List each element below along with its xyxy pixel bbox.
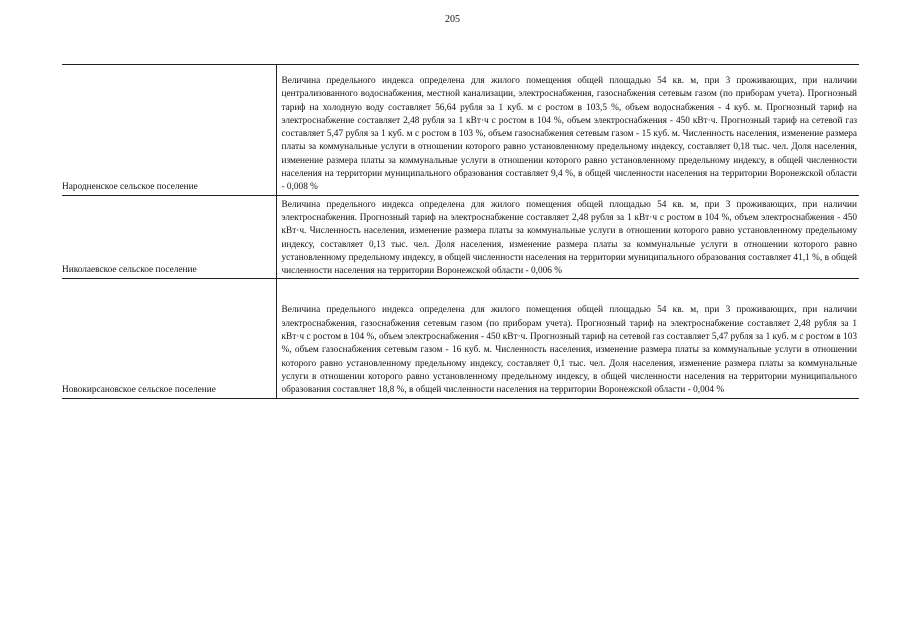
settlement-name: Николаевское сельское поселение (62, 195, 276, 279)
table-row (62, 65, 859, 196)
index-description: Величина предельного индекса определена для жилого помещения общей площадью 54 кв. м, при 3 проживающих, при наличии централизованного водоснабжения, местной канализации, электроснабжения, газоснабжения сетевым газом (по приборам учета). Прогнозный тариф на холодную воду составляет 56,64 рубля за 1 куб. м с ростом в 103,5 %, объем водоснабжения - 4 куб. м. Прогнозный тариф на электроснабжение составляет 2,48 рубля за 1 кВт·ч с ростом в 104 %, объем электроснабжения - 450 кВт·ч. Прогнозный тариф на сетевой газ составляет 5,47 рубля за 1 куб. м с ростом в 103 %, объем газоснабжения сетевым газом - 15 куб. м. Численность населения, изменение размера платы за коммунальные услуги в отношении которого равно установленному предельному индексу, составляет 0,18 тыс. чел. Доля населения, изменение размера платы за коммунальные услуги в отношении которого равно установленному предельному индексу, в общей численности населения на территории муниципального образования составляет 9,4 %, в общей численности населения на территории Воронежской области - 0,008 % (276, 65, 859, 196)
index-description: Величина предельного индекса определена для жилого помещения общей площадью 54 кв. м, при 3 проживающих, при наличии электроснабжения. Прогнозный тариф на электроснабжение составляет 2,48 рубля за 1 кВт·ч с ростом в 104 %, объем электроснабжения - 450 кВт·ч. Численность населения, изменение размера платы за коммунальные услуги в отношении которого равно установленному предельному индексу, составляет 0,13 тыс. чел. Доля населения, изменение размера платы за коммунальные услуги в отношении которого равно установленному предельному индексу, в общей численности населения на территории муниципального образования составляет 41,1 %, в общей численности населения на территории Воронежской области - 0,006 % (276, 195, 859, 279)
table-row (62, 195, 859, 279)
page-number: 205 (445, 14, 460, 25)
settlements-table (62, 64, 859, 399)
index-description: Величина предельного индекса определена для жилого помещения общей площадью 54 кв. м, при 3 проживающих, при наличии электроснабжения, газоснабжения сетевым газом (по приборам учета). Прогнозный тариф на электроснабжение составляет 2,48 рубля за 1 кВт·ч с ростом в 104 %, объем электроснабжения - 450 кВт·ч. Прогнозный тариф на сетевой газ составляет 5,47 рубля за 1 куб. м с ростом в 103 %, объем газоснабжения сетевым газом - 16 куб. м. Численность населения, изменение размера платы за коммунальные услуги в отношении которого равно установленному предельному индексу, составляет 0,1 тыс. чел. Доля населения, изменение размера платы за коммунальные услуги в отношении которого равно установленному предельному индексу, в общей численности населения на территории муниципального образования составляет 18,8 %, в общей численности населения на территории Воронежской области - 0,004 % (276, 279, 859, 398)
table-row (62, 279, 859, 398)
settlement-name: Новокирсановское сельское поселение (62, 279, 276, 398)
settlement-name: Народненское сельское поселение (62, 65, 276, 196)
